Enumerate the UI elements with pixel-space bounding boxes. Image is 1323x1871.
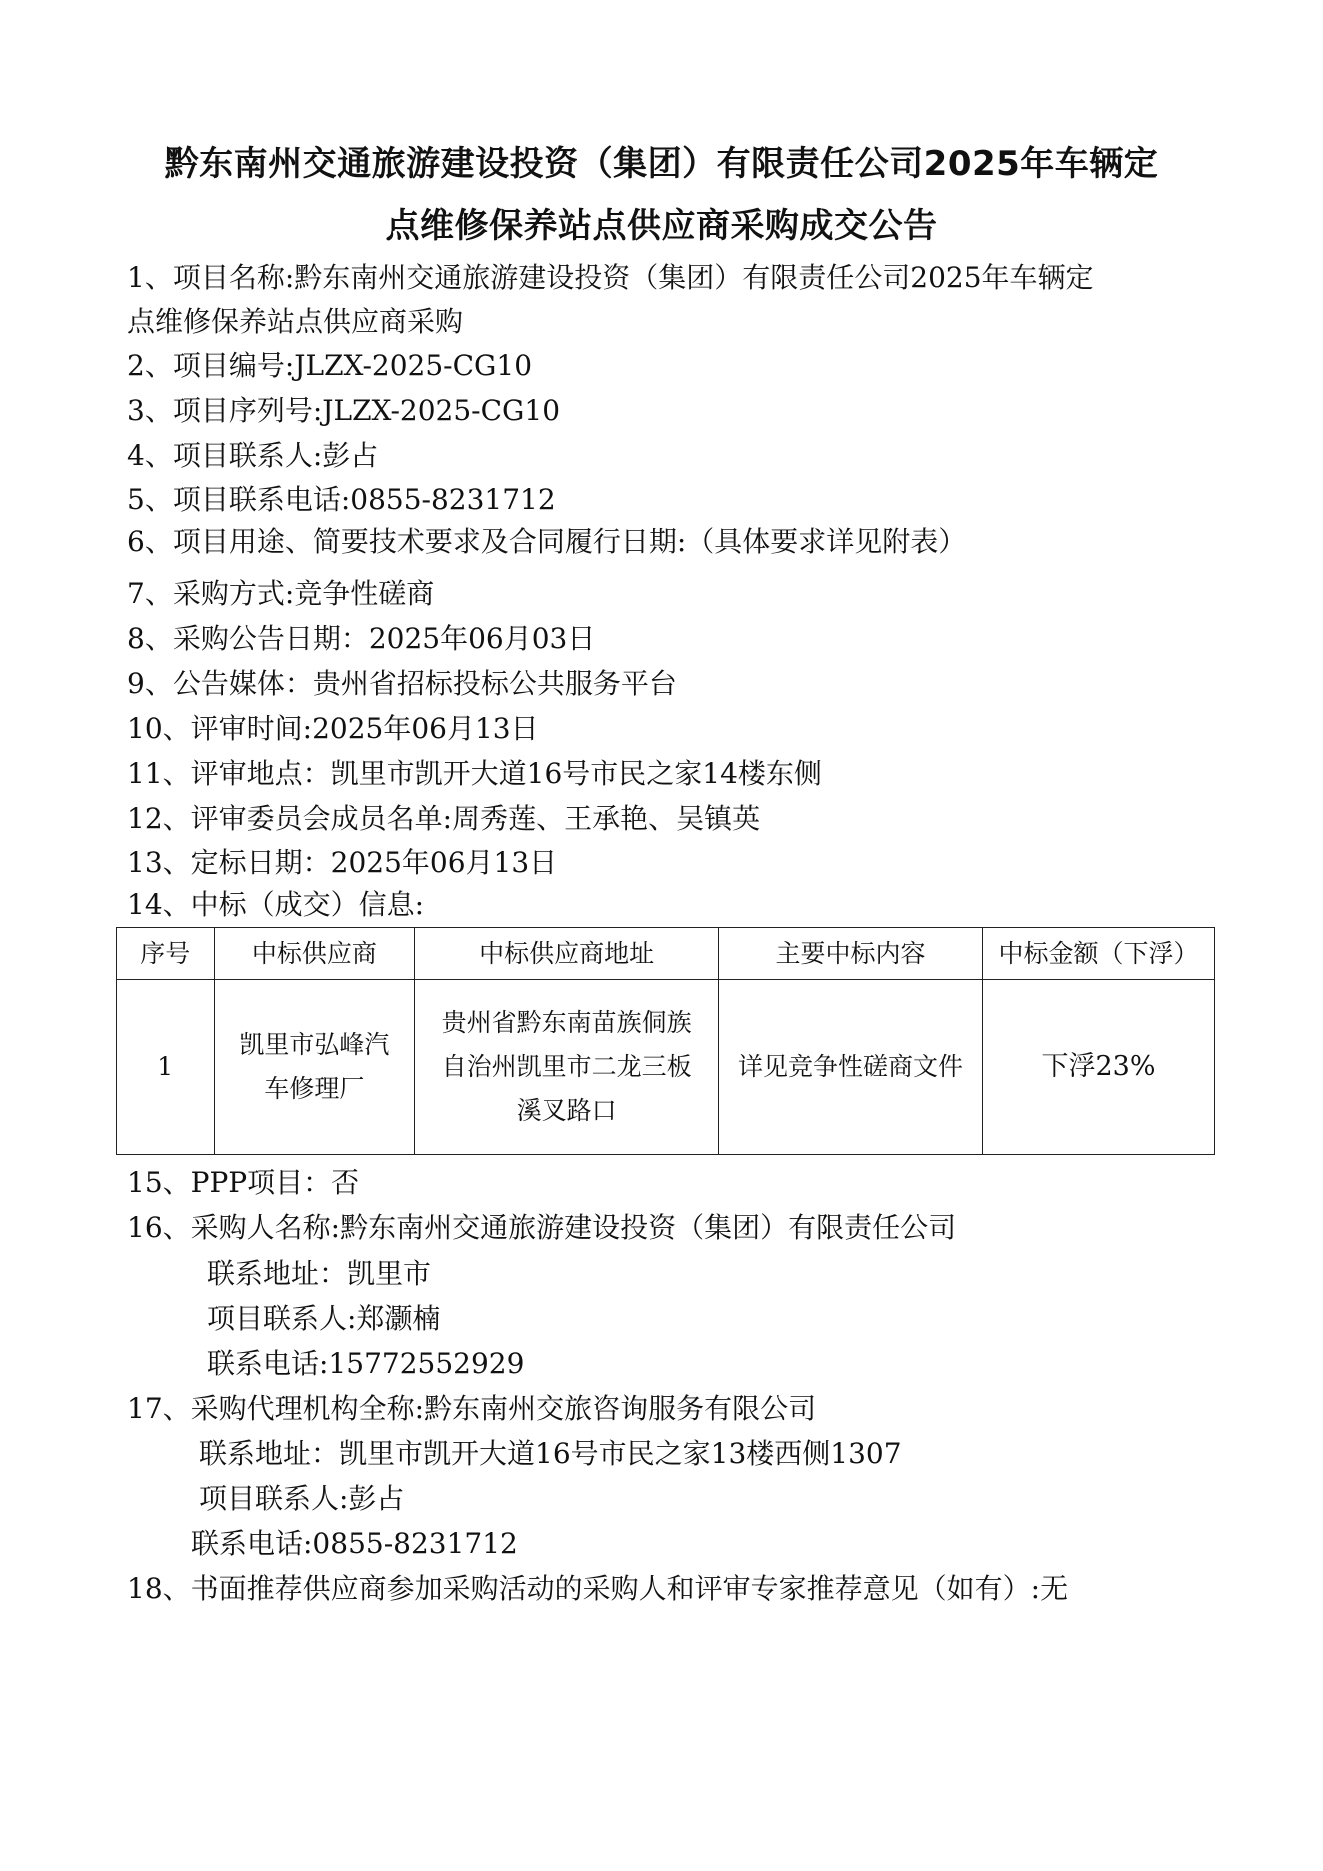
supplier-line: 车修理厂 [264, 1074, 365, 1103]
page-title-line1: 黔东南州交通旅游建设投资（集团）有限责任公司2025年车辆定 [164, 144, 1159, 184]
table-header: 主要中标内容 [719, 928, 983, 980]
item-project-contact: 4、项目联系人:彭占 [127, 439, 379, 472]
table-header: 中标金额（下浮） [982, 928, 1214, 980]
item-ppp: 15、PPP项目：否 [127, 1166, 360, 1199]
cell-supplier-address [415, 980, 719, 1155]
cell-main-content: 详见竞争性磋商文件 [719, 980, 983, 1155]
item-agency-name: 17、采购代理机构全称:黔东南州交旅咨询服务有限公司 [127, 1392, 817, 1425]
item-award-date: 13、定标日期：2025年06月13日 [127, 846, 558, 879]
agency-contact: 项目联系人:彭占 [199, 1482, 405, 1515]
item-announce-media: 9、公告媒体：贵州省招标投标公共服务平台 [127, 667, 677, 700]
cell-supplier [214, 980, 415, 1155]
item-review-committee: 12、评审委员会成员名单:周秀莲、王承艳、吴镇英 [127, 802, 761, 835]
item-project-name: 1、项目名称:黔东南州交通旅游建设投资（集团）有限责任公司2025年车辆定 [127, 261, 1094, 294]
item-project-number: 2、项目编号:JLZX-2025-CG10 [127, 349, 533, 382]
purchaser-contact: 项目联系人:郑灏楠 [207, 1302, 441, 1335]
item-recommendation: 18、书面推荐供应商参加采购活动的采购人和评审专家推荐意见（如有）:无 [127, 1572, 1069, 1605]
address-line: 自治州凯里市二龙三板 [441, 1052, 692, 1081]
item-award-info: 14、中标（成交）信息: [127, 888, 425, 921]
item-project-serial: 3、项目序列号:JLZX-2025-CG10 [127, 394, 561, 427]
item-purchaser-name: 16、采购人名称:黔东南州交通旅游建设投资（集团）有限责任公司 [127, 1211, 957, 1244]
item-procurement-method: 7、采购方式:竞争性磋商 [127, 577, 435, 610]
table-header: 中标供应商地址 [415, 928, 719, 980]
page-title-line2: 点维修保养站点供应商采购成交公告 [385, 206, 938, 246]
address-line: 贵州省黔东南苗族侗族 [441, 1008, 692, 1037]
table-header: 序号 [117, 928, 215, 980]
table-header: 中标供应商 [214, 928, 415, 980]
agency-address: 联系地址：凯里市凯开大道16号市民之家13楼西侧1307 [199, 1437, 902, 1470]
table-header-row [117, 928, 1215, 980]
item-review-location: 11、评审地点：凯里市凯开大道16号市民之家14楼东侧 [127, 757, 822, 790]
table-row [117, 980, 1215, 1155]
item-project-phone: 5、项目联系电话:0855-8231712 [127, 483, 556, 516]
cell-award-amount: 下浮23% [982, 980, 1214, 1155]
item-announce-date: 8、采购公告日期：2025年06月03日 [127, 622, 596, 655]
address-line: 溪叉路口 [516, 1096, 617, 1125]
agency-phone: 联系电话:0855-8231712 [191, 1527, 518, 1560]
cell-serial: 1 [117, 980, 215, 1155]
item-project-usage: 6、项目用途、简要技术要求及合同履行日期:（具体要求详见附表） [127, 525, 967, 558]
item-project-name-cont: 点维修保养站点供应商采购 [127, 305, 464, 338]
purchaser-phone: 联系电话:15772552929 [207, 1347, 525, 1380]
supplier-line: 凯里市弘峰汽 [239, 1030, 390, 1059]
item-review-time: 10、评审时间:2025年06月13日 [127, 712, 539, 745]
purchaser-address: 联系地址：凯里市 [207, 1257, 432, 1290]
award-table [116, 927, 1215, 1155]
